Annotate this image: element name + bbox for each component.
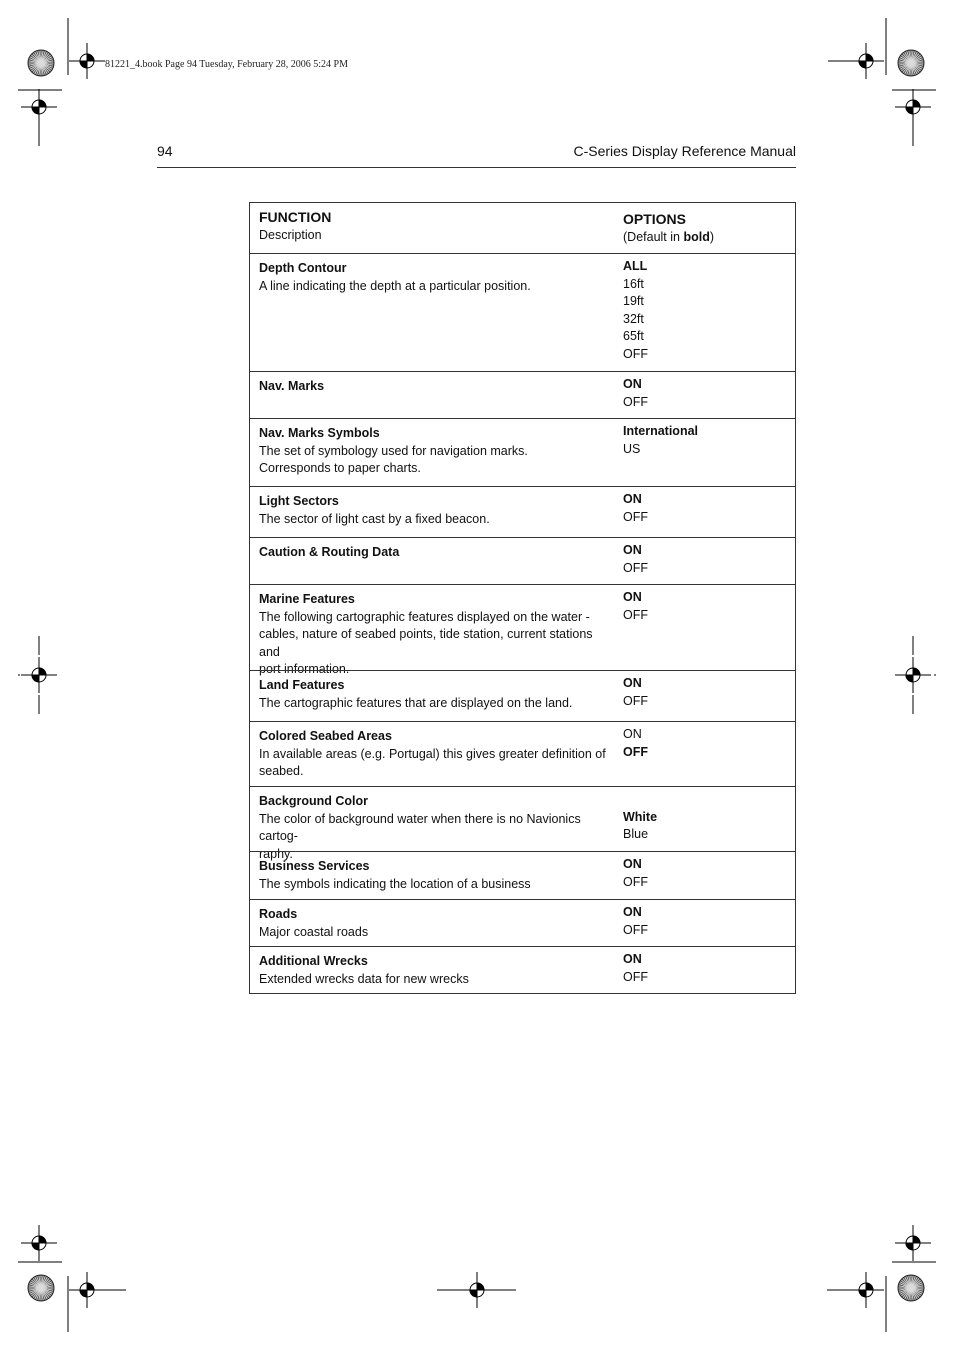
function-description-line: The set of symbology used for navigation marks. [259, 443, 528, 458]
crosshair-icon [848, 1272, 884, 1308]
function-cell [259, 677, 614, 712]
crosshair-icon [848, 43, 884, 79]
function-cell [259, 591, 614, 679]
options-cell [623, 791, 783, 844]
page-header [157, 141, 796, 168]
function-description-line: Major coastal roads [259, 924, 369, 939]
table-header-row [250, 203, 795, 253]
function-description-line: seabed. [259, 764, 304, 778]
function-name: Additional Wrecks [259, 954, 368, 968]
function-column-header: FUNCTION [259, 209, 332, 225]
function-cell [259, 953, 614, 988]
function-description-line: Extended wrecks data for new wrecks [259, 971, 469, 986]
function-description-line: The symbols indicating the location of a business [259, 876, 531, 891]
table-row [250, 721, 795, 786]
option-value: ON [623, 905, 642, 919]
registration-starburst-icon [898, 50, 924, 76]
options-cell [623, 726, 783, 761]
option-value: Blue [623, 827, 649, 841]
crosshair-icon [21, 1225, 57, 1261]
function-cell [259, 425, 614, 478]
function-name: Business Services [259, 859, 370, 873]
table-row [250, 946, 795, 993]
crosshair-icon [69, 1272, 105, 1308]
option-value: ON [623, 727, 642, 741]
options-cell [623, 951, 783, 986]
function-name: Roads [259, 907, 298, 921]
registration-starburst-icon [898, 1275, 924, 1301]
option-value: White [623, 809, 658, 824]
table-row [250, 899, 795, 946]
description-column-header: Description [259, 227, 322, 242]
function-cell [259, 260, 614, 295]
option-value: OFF [623, 346, 648, 361]
table-row [250, 486, 795, 537]
options-column-header: OPTIONS [623, 211, 687, 227]
crosshair-icon [895, 657, 931, 693]
function-description-line: The sector of light cast by a fixed beacon. [259, 511, 490, 526]
option-value: ON [623, 492, 642, 506]
table-row [250, 786, 795, 861]
option-value: ON [623, 857, 642, 871]
function-description-line: cables, nature of seabed points, tide station, current stations and [259, 627, 593, 659]
function-description-line: The cartographic features that are displayed on the land. [259, 695, 573, 710]
function-description-line: A line indicating the depth at a particular position. [259, 278, 531, 293]
function-name: Marine Features [259, 592, 355, 606]
options-cell [623, 258, 783, 363]
function-name: Depth Contour [259, 261, 347, 275]
function-cell [259, 378, 614, 396]
function-options-table [249, 202, 796, 994]
option-value: OFF [623, 509, 648, 524]
option-value: 32ft [623, 311, 644, 326]
crosshair-icon [459, 1272, 495, 1308]
crosshair-icon [895, 1225, 931, 1261]
function-cell [259, 544, 614, 562]
book-print-info: 81221_4.book Page 94 Tuesday, February 28, 2006 5:24 PM [105, 59, 348, 70]
table-row [250, 584, 795, 676]
function-cell [259, 493, 614, 528]
option-value: OFF [623, 874, 648, 889]
function-cell [259, 858, 614, 893]
option-value: OFF [623, 744, 648, 759]
option-value: ALL [623, 259, 648, 273]
table-row [250, 371, 795, 418]
option-value: International [623, 424, 699, 438]
options-cell [623, 376, 783, 411]
crosshair-icon [69, 43, 105, 79]
function-description-line: The following cartographic features displayed on the water - [259, 609, 590, 624]
option-value: ON [623, 543, 642, 557]
table-row [250, 537, 795, 584]
registration-starburst-icon [28, 50, 54, 76]
crosshair-icon [895, 89, 931, 125]
options-cell [623, 542, 783, 577]
table-row [250, 670, 795, 721]
options-cell [623, 904, 783, 939]
option-value: OFF [623, 693, 648, 708]
function-description-line: The color of background water when there is no Navionics cartog- [259, 811, 581, 843]
option-value: OFF [623, 969, 648, 984]
option-value: ON [623, 377, 642, 391]
function-name: Light Sectors [259, 494, 339, 508]
table-row [250, 851, 795, 899]
options-cell [623, 589, 783, 624]
option-value: ON [623, 676, 642, 690]
option-value: 16ft [623, 276, 644, 291]
options-cell [623, 856, 783, 891]
function-description-line: raphy. [259, 846, 293, 861]
crosshair-icon [21, 657, 57, 693]
option-value: OFF [623, 394, 648, 409]
option-value: ON [623, 590, 642, 604]
options-cell [623, 675, 783, 710]
function-name: Land Features [259, 678, 345, 692]
function-description-line: In available areas (e.g. Portugal) this gives greater definition of [259, 746, 606, 761]
function-description-line: Corresponds to paper charts. [259, 461, 421, 475]
function-name: Background Color [259, 794, 369, 808]
function-cell [259, 728, 614, 781]
options-cell [623, 491, 783, 526]
crosshair-icon [21, 89, 57, 125]
registration-starburst-icon [28, 1275, 54, 1301]
option-value: US [623, 441, 641, 456]
function-name: Nav. Marks Symbols [259, 426, 380, 440]
option-value [623, 791, 783, 809]
function-name: Caution & Routing Data [259, 545, 400, 559]
options-cell [623, 423, 783, 458]
table-row [250, 253, 795, 371]
function-description-line: port information. [259, 662, 350, 676]
option-value: ON [623, 952, 642, 966]
function-name: Colored Seabed Areas [259, 729, 392, 743]
manual-title: C-Series Display Reference Manual [573, 143, 796, 159]
table-row [250, 418, 795, 486]
function-cell [259, 906, 614, 941]
page-number: 94 [157, 143, 173, 159]
option-value: OFF [623, 607, 648, 622]
option-value: OFF [623, 922, 648, 937]
option-value: 65ft [623, 329, 644, 343]
option-value: OFF [623, 560, 648, 575]
default-note: (Default in bold) [623, 229, 715, 244]
option-value: 19ft [623, 294, 644, 308]
function-name: Nav. Marks [259, 379, 325, 393]
